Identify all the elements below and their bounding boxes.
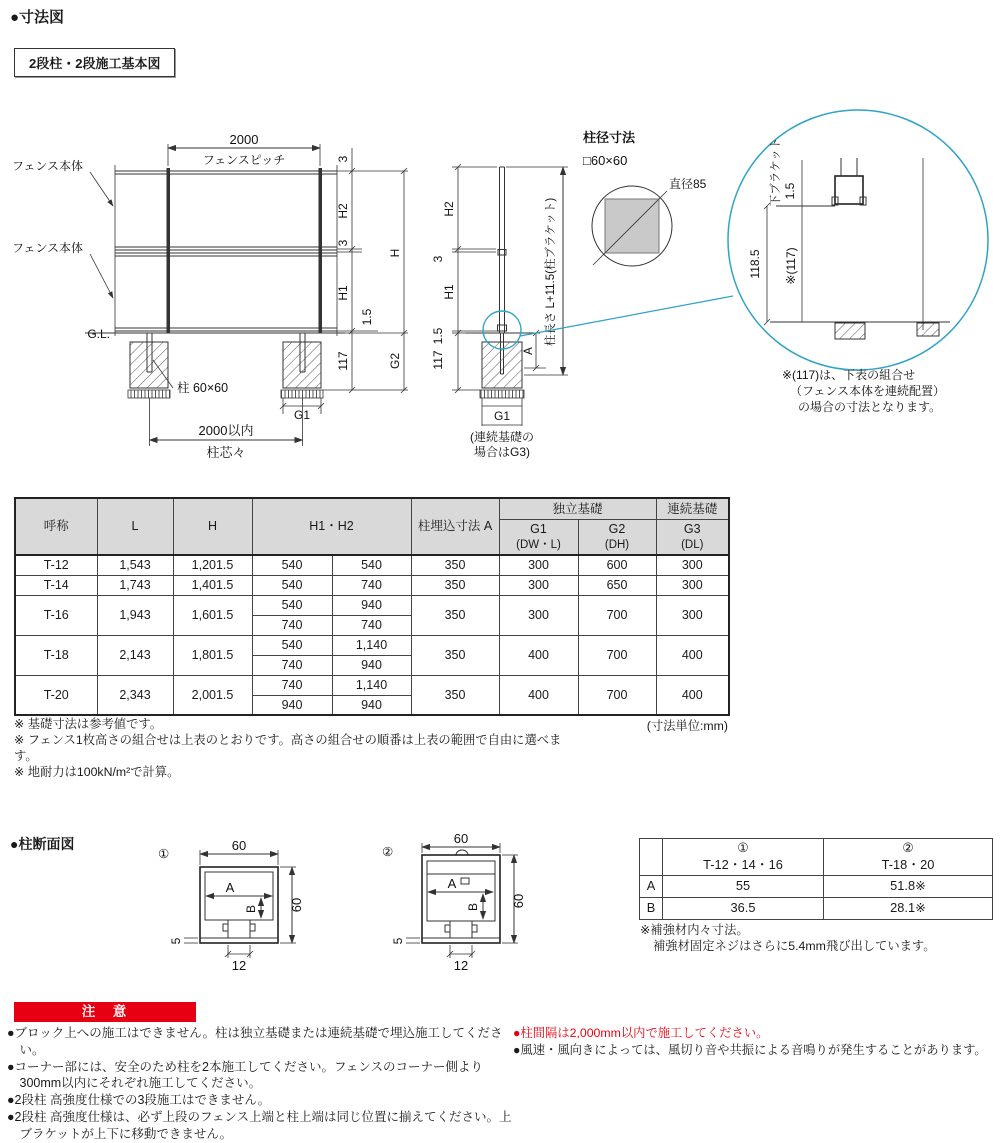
- cell: T-18: [15, 635, 97, 675]
- table-row-t16: [15, 595, 729, 615]
- cell: 1,543: [97, 555, 173, 575]
- col-header-l: L: [97, 498, 173, 555]
- caution-item: ●ブロック上への施工はできません。柱は独立基礎または連続基礎で埋込施工してください。: [7, 1026, 503, 1057]
- cell: T-12: [15, 555, 97, 575]
- col-header-g2: G2 (DH): [578, 520, 656, 556]
- cross-section-title: ●柱断面図: [10, 836, 75, 852]
- table-row-t18: [15, 635, 729, 655]
- cell: 2,001.5: [173, 675, 252, 715]
- col-header-name: 呼称: [15, 498, 97, 555]
- dim-dia-85: 直径85: [669, 177, 707, 191]
- cell: A: [640, 876, 663, 898]
- cell: 350: [411, 575, 499, 595]
- ground-level-label: G.L.: [87, 327, 110, 341]
- dim-5-s2: 5: [391, 937, 405, 945]
- cell: 51.8※: [824, 876, 993, 898]
- ab-dimension-table: [639, 838, 993, 920]
- dim-3-mid: 3: [336, 239, 350, 247]
- dim-1-5-front: 1.5: [360, 308, 374, 326]
- table-note-2: ※ フェンス1枚高さの組合せは上表のとおりです。高さの組合せの順番は上表の範囲で自由に選べます。: [14, 733, 562, 763]
- cell: 740: [252, 615, 332, 635]
- cell: 350: [411, 595, 499, 635]
- ab-col1-header: ① T-12・14・16: [663, 839, 824, 876]
- dim-a-section2: A: [447, 876, 457, 891]
- cell: 300: [499, 555, 578, 575]
- cell: 940: [332, 595, 411, 615]
- cell: 300: [656, 575, 729, 595]
- dim-117-detail: ※(117): [784, 247, 798, 285]
- dim-2000: 2000: [229, 132, 259, 147]
- cross-section-1: [158, 838, 304, 973]
- table-notes: [14, 716, 574, 780]
- diagram-type-box: 2段柱・2段施工基本図: [14, 48, 175, 77]
- cell: 740: [332, 615, 411, 635]
- dim-60-top-s1: 60: [231, 838, 247, 853]
- dim-g2: G2: [388, 352, 402, 370]
- detail-note-2: （フェンス本体を連続配置）: [790, 384, 946, 398]
- dim-h2-front: H2: [336, 203, 350, 219]
- dim-h1-side: H1: [442, 284, 456, 300]
- col-header-g3: G3 (DL): [656, 520, 729, 556]
- dim-60-right-s1: 60: [289, 897, 304, 913]
- ab-col2-header: ② T-18・20: [824, 839, 993, 876]
- cell: 400: [656, 635, 729, 675]
- cell: 55: [663, 876, 824, 898]
- front-view: [12, 132, 408, 460]
- fence-body-label-2: フェンス本体: [12, 241, 84, 255]
- ab-notes: [640, 922, 936, 954]
- cell: 400: [499, 635, 578, 675]
- cell: 400: [499, 675, 578, 715]
- dim-117-front: 117: [336, 351, 350, 371]
- dimension-table: [14, 497, 730, 716]
- cell: T-20: [15, 675, 97, 715]
- dim-12-s1: 12: [231, 958, 247, 973]
- dim-3-top: 3: [336, 155, 350, 163]
- post-dia-title: 柱径寸法: [583, 130, 636, 145]
- cell: 1,140: [332, 675, 411, 695]
- dim-a-embed: A: [523, 347, 535, 355]
- cell: 540: [252, 595, 332, 615]
- cell: 600: [578, 555, 656, 575]
- cell: 540: [252, 555, 332, 575]
- cell: 300: [656, 555, 729, 575]
- cell: 740: [252, 675, 332, 695]
- cell: 1,201.5: [173, 555, 252, 575]
- dim-2000-max: 2000以内: [198, 423, 254, 438]
- cross-section-2: [382, 831, 526, 973]
- table-row-t20: [15, 675, 729, 695]
- cell: 1,140: [332, 635, 411, 655]
- dim-118-5: 118.5: [748, 249, 762, 279]
- detail-note-1: ※(117)は、下表の組合せ: [782, 368, 916, 382]
- caution-item-red: ●柱間隔は2,000mm以内で施工してください。: [513, 1026, 769, 1040]
- dim-h-total: H: [388, 248, 402, 258]
- unit-note: (寸法単位:mm): [646, 719, 728, 733]
- cell: T-16: [15, 595, 97, 635]
- caution-item: ●コーナー部には、安全のため柱を2本施工してください。フェンスのコーナー側より300mm以内にそれぞれ施工してください。: [7, 1059, 484, 1091]
- cell: 300: [656, 595, 729, 635]
- dim-12-s2: 12: [453, 958, 469, 973]
- section-1-number: ①: [158, 847, 170, 861]
- cell: T-14: [15, 575, 97, 595]
- cell: 1,943: [97, 595, 173, 635]
- cell: 350: [411, 675, 499, 715]
- continuous-footing-note-1: (連続基礎の: [470, 430, 534, 444]
- col-header-h: H: [173, 498, 252, 555]
- caution-item: ●2段柱 高強度仕様は、必ず上段のフェンス上端と柱上端は同じ位置に揃えてください。上ブラケットが上下に移動できません。: [7, 1109, 512, 1141]
- post-cross-sections: [0, 830, 640, 985]
- lower-bracket-label: 下ブラケット: [770, 137, 782, 207]
- cell: 940: [332, 655, 411, 675]
- col-header-h1h2: H1・H2: [252, 498, 411, 555]
- cell: 1,401.5: [173, 575, 252, 595]
- dim-3-side: 3: [431, 255, 445, 263]
- cell: 700: [578, 595, 656, 635]
- cell: 1,743: [97, 575, 173, 595]
- dim-b-section1: B: [244, 904, 258, 914]
- cell: 740: [252, 655, 332, 675]
- cell: 28.1※: [824, 898, 993, 920]
- bracket-detail: [728, 110, 988, 414]
- detail-note-3: の場合の寸法となります。: [798, 400, 942, 414]
- dim-5-s1: 5: [169, 937, 183, 945]
- post-dia-size: □60×60: [583, 153, 628, 168]
- section-2-number: ②: [382, 845, 394, 859]
- post-size-label: 柱 60×60: [177, 381, 229, 395]
- dim-1-5-side: 1.5: [431, 327, 445, 345]
- caution-item: ●2段柱 高強度仕様での3段施工はできません。: [7, 1093, 271, 1108]
- dim-h2-side: H2: [442, 201, 456, 217]
- cell: 300: [499, 575, 578, 595]
- dimension-diagram: [0, 100, 1000, 500]
- ab-note-1: ※補強材内々寸法。: [640, 923, 749, 937]
- cell: 400: [656, 675, 729, 715]
- cell: 740: [332, 575, 411, 595]
- table-row-t14: [15, 575, 729, 595]
- page-title: ●寸法図: [10, 9, 65, 26]
- caution-item: ●風速・風向きによっては、風切り音や共振による音鳴りが発生することがあります。: [513, 1042, 987, 1057]
- fence-pitch-label: フェンスピッチ: [202, 153, 286, 167]
- caution-band: 注 意: [14, 1002, 196, 1022]
- post-centers-label: 柱芯々: [206, 445, 246, 460]
- cell: 2,343: [97, 675, 173, 715]
- table-note-3: ※ 地耐力は100kN/m²で計算。: [14, 765, 180, 779]
- cell: 350: [411, 555, 499, 575]
- fence-body-label-1: フェンス本体: [12, 159, 84, 173]
- post-diameter: [583, 130, 707, 266]
- cell: 940: [252, 695, 332, 715]
- table-row-t12: [15, 555, 729, 575]
- continuous-footing-note-2: 場合はG3): [473, 445, 531, 459]
- ab-corner-cell: [640, 839, 663, 876]
- cell: 540: [332, 555, 411, 575]
- cell: 350: [411, 635, 499, 675]
- dim-60-top-s2: 60: [453, 831, 469, 846]
- cell: 1,801.5: [173, 635, 252, 675]
- cell: 1,601.5: [173, 595, 252, 635]
- cell: 700: [578, 675, 656, 715]
- cell: B: [640, 898, 663, 920]
- col-header-g1: G1 (DW・L): [499, 520, 578, 556]
- table-note-1: ※ 基礎寸法は参考値です。: [14, 717, 163, 731]
- col-header-embed: 柱埋込寸法 A: [411, 498, 499, 555]
- ab-row-b: [640, 898, 993, 920]
- ab-note-2: 補強材固定ネジはさらに5.4mm飛び出しています。: [653, 939, 936, 953]
- cell: 700: [578, 635, 656, 675]
- cell: 650: [578, 575, 656, 595]
- dim-1-5-detail: 1.5: [783, 182, 797, 200]
- cell: 940: [332, 695, 411, 715]
- dim-h1-front: H1: [336, 285, 350, 301]
- dim-60-right-s2: 60: [511, 893, 526, 909]
- caution-list-right: [513, 1025, 1000, 1059]
- cell: 540: [252, 575, 332, 595]
- cell: 2,143: [97, 635, 173, 675]
- dim-a-section1: A: [225, 880, 235, 895]
- dim-b-section2: B: [466, 902, 480, 912]
- group-header-independent: 独立基礎: [499, 498, 656, 520]
- side-view: [431, 164, 733, 459]
- dim-117-side: 117: [431, 350, 445, 370]
- cell: 540: [252, 635, 332, 655]
- dim-g1-front: G1: [293, 408, 311, 422]
- dim-g1-side: G1: [493, 409, 511, 423]
- group-header-continuous: 連続基礎: [656, 498, 729, 520]
- ab-row-a: [640, 876, 993, 898]
- post-length-label: 柱長さ L+11.5(柱ブラケット): [545, 197, 557, 347]
- cell: 300: [499, 595, 578, 635]
- cell: 36.5: [663, 898, 824, 920]
